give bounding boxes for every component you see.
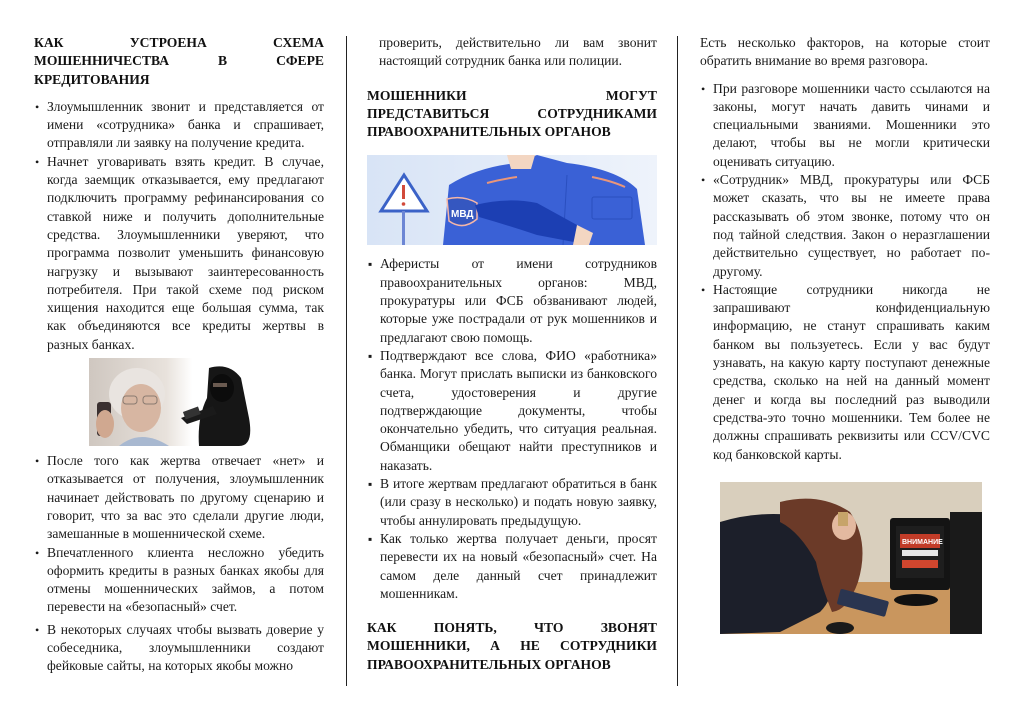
- list-item: [367, 255, 657, 346]
- column-divider: [677, 36, 678, 686]
- list-item-text: Аферисты от имени сотрудников правоохранительных органов: МВД, прокуратуры или ФСБ обзванивают людей, которые уже пострадали от рук мошенников и предлагают свою помощь.: [380, 256, 657, 345]
- list-item: [34, 153, 324, 354]
- bullet-icon: [368, 255, 372, 273]
- heading-line: ПРЕДСТАВИТЬСЯ СОТРУДНИКАМИ: [367, 105, 657, 121]
- bullet-list: [34, 452, 324, 676]
- heading-impersonate-officers: [367, 87, 657, 142]
- bullet-icon: [368, 530, 372, 548]
- paragraph-continuation: проверить, действительно ли вам звонит настоящий сотрудник банка или полиции.: [379, 35, 657, 69]
- bullet-icon: [35, 153, 39, 171]
- list-item: [700, 80, 990, 171]
- bullet-list: [367, 255, 657, 603]
- list-item-text: Начнет уговаривать взять кредит. В случае, когда заемщик отказывается, ему предлагают подключить программу рефинансирования со ставкой ниже и получить дополнительные средства. Злоумышленники уверяют, что программа позволит уменьшить финансовую нагрузку и вызывают заинтересованность потребителя. При такой схеме под риском хищения находится еще большая сумма, так как объединяются все кредиты жертвы в разных банках.: [47, 153, 324, 352]
- heading-how-to-recognize: [367, 619, 657, 674]
- list-item-text: После того как жертва отвечает «нет» и отказывается от получения, злоумышленник начинает действовать по другому сценарию и говорит, что за вас это сделали другие люди, замешанные в мошеннической схеме.: [47, 453, 324, 542]
- heading-line: МОШЕННИЧЕСТВА В СФЕРЕ: [34, 53, 324, 69]
- warning-screen-text: ВНИМАНИЕ: [902, 538, 943, 546]
- image-scam-call: [89, 358, 261, 446]
- list-item: [34, 621, 324, 676]
- list-item-text: В итоге жертвам предлагают обратиться в банк (или сразу в несколько) и подать новую заявку, чтобы аннулировать предыдущую.: [380, 476, 657, 528]
- list-item-text: «Сотрудник» МВД, прокуратуры или ФСБ может сказать, что вы не имеете права рассказывать об этом звонке, потому что он под тайной следствия. Закон о неразглашении действительно существует, но работает по-другому.: [713, 172, 990, 279]
- intro-paragraph: Есть несколько факторов, на которые стоит обратить внимание во время разговора.: [700, 35, 990, 69]
- bullet-icon: [35, 98, 39, 116]
- list-item: [700, 171, 990, 281]
- list-item-text: В некоторых случаях чтобы вызвать доверие у собеседника, злоумышленники создают фейковые сайты, на которых якобы можно: [47, 621, 324, 674]
- heading-line: КРЕДИТОВАНИЯ: [34, 71, 150, 87]
- column-warning-signs: [700, 34, 990, 634]
- bullet-list: [700, 80, 990, 464]
- image-police-officer: [367, 155, 657, 245]
- column-law-enforcement-impersonation: [367, 34, 657, 674]
- column-credit-fraud: [34, 34, 324, 676]
- bullet-icon: [701, 171, 705, 189]
- bullet-icon: [35, 544, 39, 562]
- heading-line: КАК УСТРОЕНА СХЕМА: [34, 35, 324, 50]
- heading-credit-fraud-scheme: [34, 34, 324, 89]
- list-item-text: Впечатленного клиента несложно убедить оформить кредиты в разных банках якобы для отмены мошеннических займов, а потом перевести на «безопасный» счет.: [47, 544, 324, 615]
- image-distressed-woman: [720, 482, 982, 634]
- column-divider: [346, 36, 347, 686]
- heading-line: ПРАВООХРАНИТЕЛЬНЫХ ОРГАНОВ: [367, 656, 611, 672]
- list-item-text: При разговоре мошенники часто ссылаются на законы, могут начать давить чинами и специальными званиями. Мошенники это делают, чтобы вы не могли критически оценивать ситуацию.: [713, 80, 990, 169]
- bullet-list: [34, 98, 324, 354]
- heading-line: МОШЕННИКИ МОГУТ: [367, 87, 657, 103]
- list-item-text: Подтверждают все слова, ФИО «работника» банка. Могут прислать выписки из банковского счета, удостоверения и другие подтверждающие документы, чтобы окончательно убедить, что ситуация реальная. Обманщики обещают найти преступников и наказать.: [380, 347, 657, 473]
- list-item: [367, 347, 657, 475]
- heading-line: ПРАВООХРАНИТЕЛЬНЫХ ОРГАНОВ: [367, 124, 611, 140]
- mvd-patch-label: МВД: [451, 209, 474, 221]
- bullet-icon: [368, 475, 372, 493]
- list-item: [367, 530, 657, 603]
- bullet-icon: [701, 281, 705, 299]
- list-item: [34, 452, 324, 543]
- heading-line: МОШЕННИКИ, А НЕ СОТРУДНИКИ: [367, 638, 657, 654]
- list-item-text: Злоумышленник звонит и представляется от имени «сотрудника» банка и спрашивает, отправляли ли заявку на получение кредита.: [47, 98, 324, 151]
- bullet-icon: [35, 621, 39, 639]
- list-item: [34, 544, 324, 617]
- list-item: [367, 475, 657, 530]
- bullet-icon: [35, 452, 39, 470]
- list-item-text: Как только жертва получает деньги, просят перевести их на новый «безопасный» счет. На самом деле данный счет принадлежит мошенникам.: [380, 530, 657, 601]
- heading-line: КАК ПОНЯТЬ, ЧТО ЗВОНЯТ: [367, 620, 657, 636]
- bullet-icon: [701, 80, 705, 98]
- list-item-text: Настоящие сотрудники никогда не запрашивают конфиденциальную информацию, не станут спрашивать каким банком вы пользуетесь. Если у вас будут узнавать, на какую карту поступают денежные средства, сколько на ней на данный момент денег и когда вы последний раз выводили средства-это точно мошенники. Тем более не должны спрашивать реквизиты или CCV/CVC код банковской карты.: [713, 281, 990, 462]
- list-item: [34, 98, 324, 153]
- list-item: [700, 281, 990, 464]
- bullet-icon: [368, 347, 372, 365]
